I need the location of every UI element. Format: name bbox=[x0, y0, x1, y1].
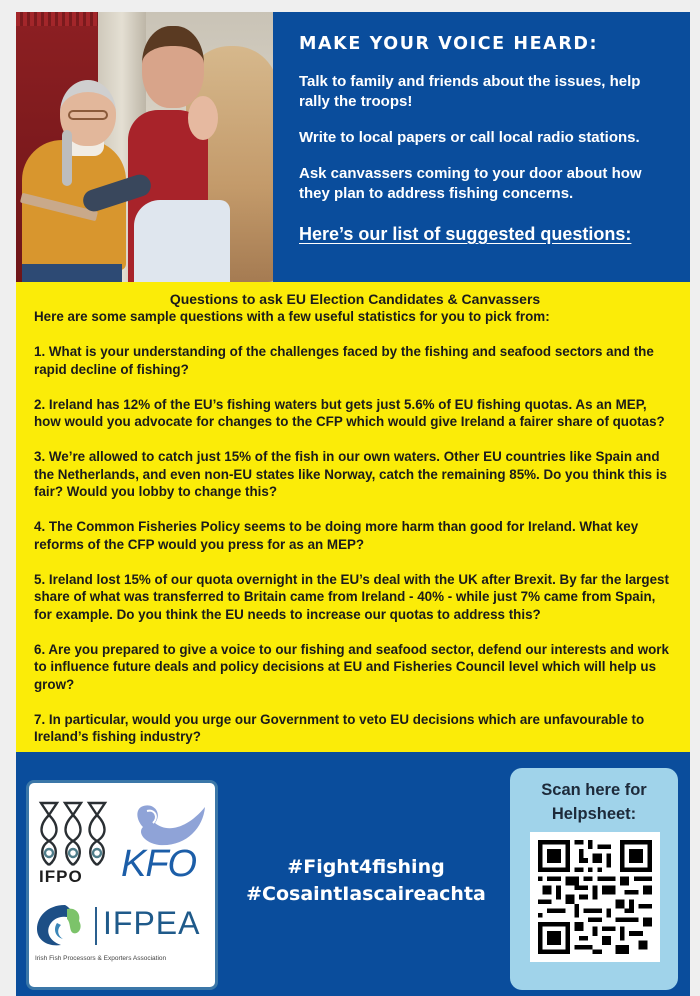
braid bbox=[62, 130, 72, 186]
question-item: 2. Ireland has 12% of the EU’s fishing waters but gets just 5.6% of EU fishing quotas. As an MEP, how would you advocate for changes to the CFP which would give Ireland a fairer share of quotas? bbox=[34, 396, 665, 429]
canvassing-photo bbox=[16, 12, 273, 282]
girl-face bbox=[188, 96, 218, 140]
man-head bbox=[142, 26, 204, 108]
questions-title: Questions to ask EU Election Candidates & Canvassers bbox=[169, 291, 541, 307]
ifpea-wave-icon bbox=[35, 901, 87, 949]
question-item: 6. Are you prepared to give a voice to our fishing and seafood sector, defend our interests and work to influence future deals and policy decisions at EU and Fisheries Council level which will help us grow? bbox=[34, 641, 669, 692]
divider bbox=[95, 907, 97, 945]
voice-panel bbox=[273, 12, 690, 282]
questions-intro: Here are some sample questions with a few useful statistics for you to pick from: bbox=[34, 309, 550, 324]
footer-section bbox=[16, 752, 690, 996]
scan-label: Scan here for Helpsheet: bbox=[541, 781, 647, 823]
hashtags bbox=[216, 854, 516, 908]
question-item: 7. In particular, would you urge our Government to veto EU decisions which are unfavourable to Ireland’s fishing industry? bbox=[34, 711, 645, 744]
tip-write: Write to local papers or call local radio stations. bbox=[299, 129, 640, 146]
awning bbox=[16, 12, 98, 26]
questions-section bbox=[16, 282, 690, 752]
tip-ask: Ask canvassers coming to your door about how they plan to address fishing concerns. bbox=[299, 165, 642, 202]
questions-list bbox=[34, 343, 676, 781]
qr-panel bbox=[510, 768, 678, 990]
question-item: 4. The Common Fisheries Policy seems to be doing more harm than good for Ireland. What key reforms of the CFP would you press for as an MEP? bbox=[34, 519, 639, 552]
hashtag-cosaint: #CosaintIascaireachta bbox=[246, 883, 486, 905]
tip-talk: Talk to family and friends about the issues, help rally the troops! bbox=[299, 73, 641, 110]
questions-list-heading: Here’s our list of suggested questions: bbox=[299, 224, 632, 244]
ifpea-logo-text: IFPEA bbox=[103, 905, 201, 941]
flyer bbox=[16, 12, 690, 996]
jeans bbox=[22, 264, 122, 282]
girl-sweater bbox=[134, 200, 230, 282]
ifpea-full-name: Irish Fish Processors & Exporters Association bbox=[35, 955, 167, 962]
ifpo-logo-text: IFPO bbox=[39, 867, 83, 886]
main-heading: MAKE YOUR VOICE HEARD: bbox=[299, 34, 599, 54]
qr-code-icon bbox=[538, 840, 652, 954]
question-item: 3. We’re allowed to catch just 15% of the fish in our own waters. Other EU countries like Spain and the Netherlands, and even non-EU states like Norway, catch the remaining 85%. Do you think this is fair? Would you lobby to change this? bbox=[34, 449, 667, 499]
top-section bbox=[16, 12, 690, 282]
question-item: 5. Ireland lost 15% of our quota overnight in the EU’s deal with the UK after Brexit. By far the largest share of what was transferred to Britain came from Ireland - 40% - while just 7% came from Spain, for example. Do you think the EU needs to increase our quotas to address this? bbox=[34, 571, 669, 622]
glasses bbox=[68, 110, 108, 120]
kfo-logo-text: KFO bbox=[121, 843, 197, 885]
partner-logos bbox=[26, 780, 218, 990]
hashtag-fight4fishing: #Fight4fishing bbox=[287, 856, 445, 878]
qr-code[interactable] bbox=[530, 832, 660, 962]
ifpo-fish-icon bbox=[37, 801, 113, 867]
question-item: 1. What is your understanding of the challenges faced by the fishing and seafood sectors and the rapid decline of fishing? bbox=[34, 344, 654, 377]
